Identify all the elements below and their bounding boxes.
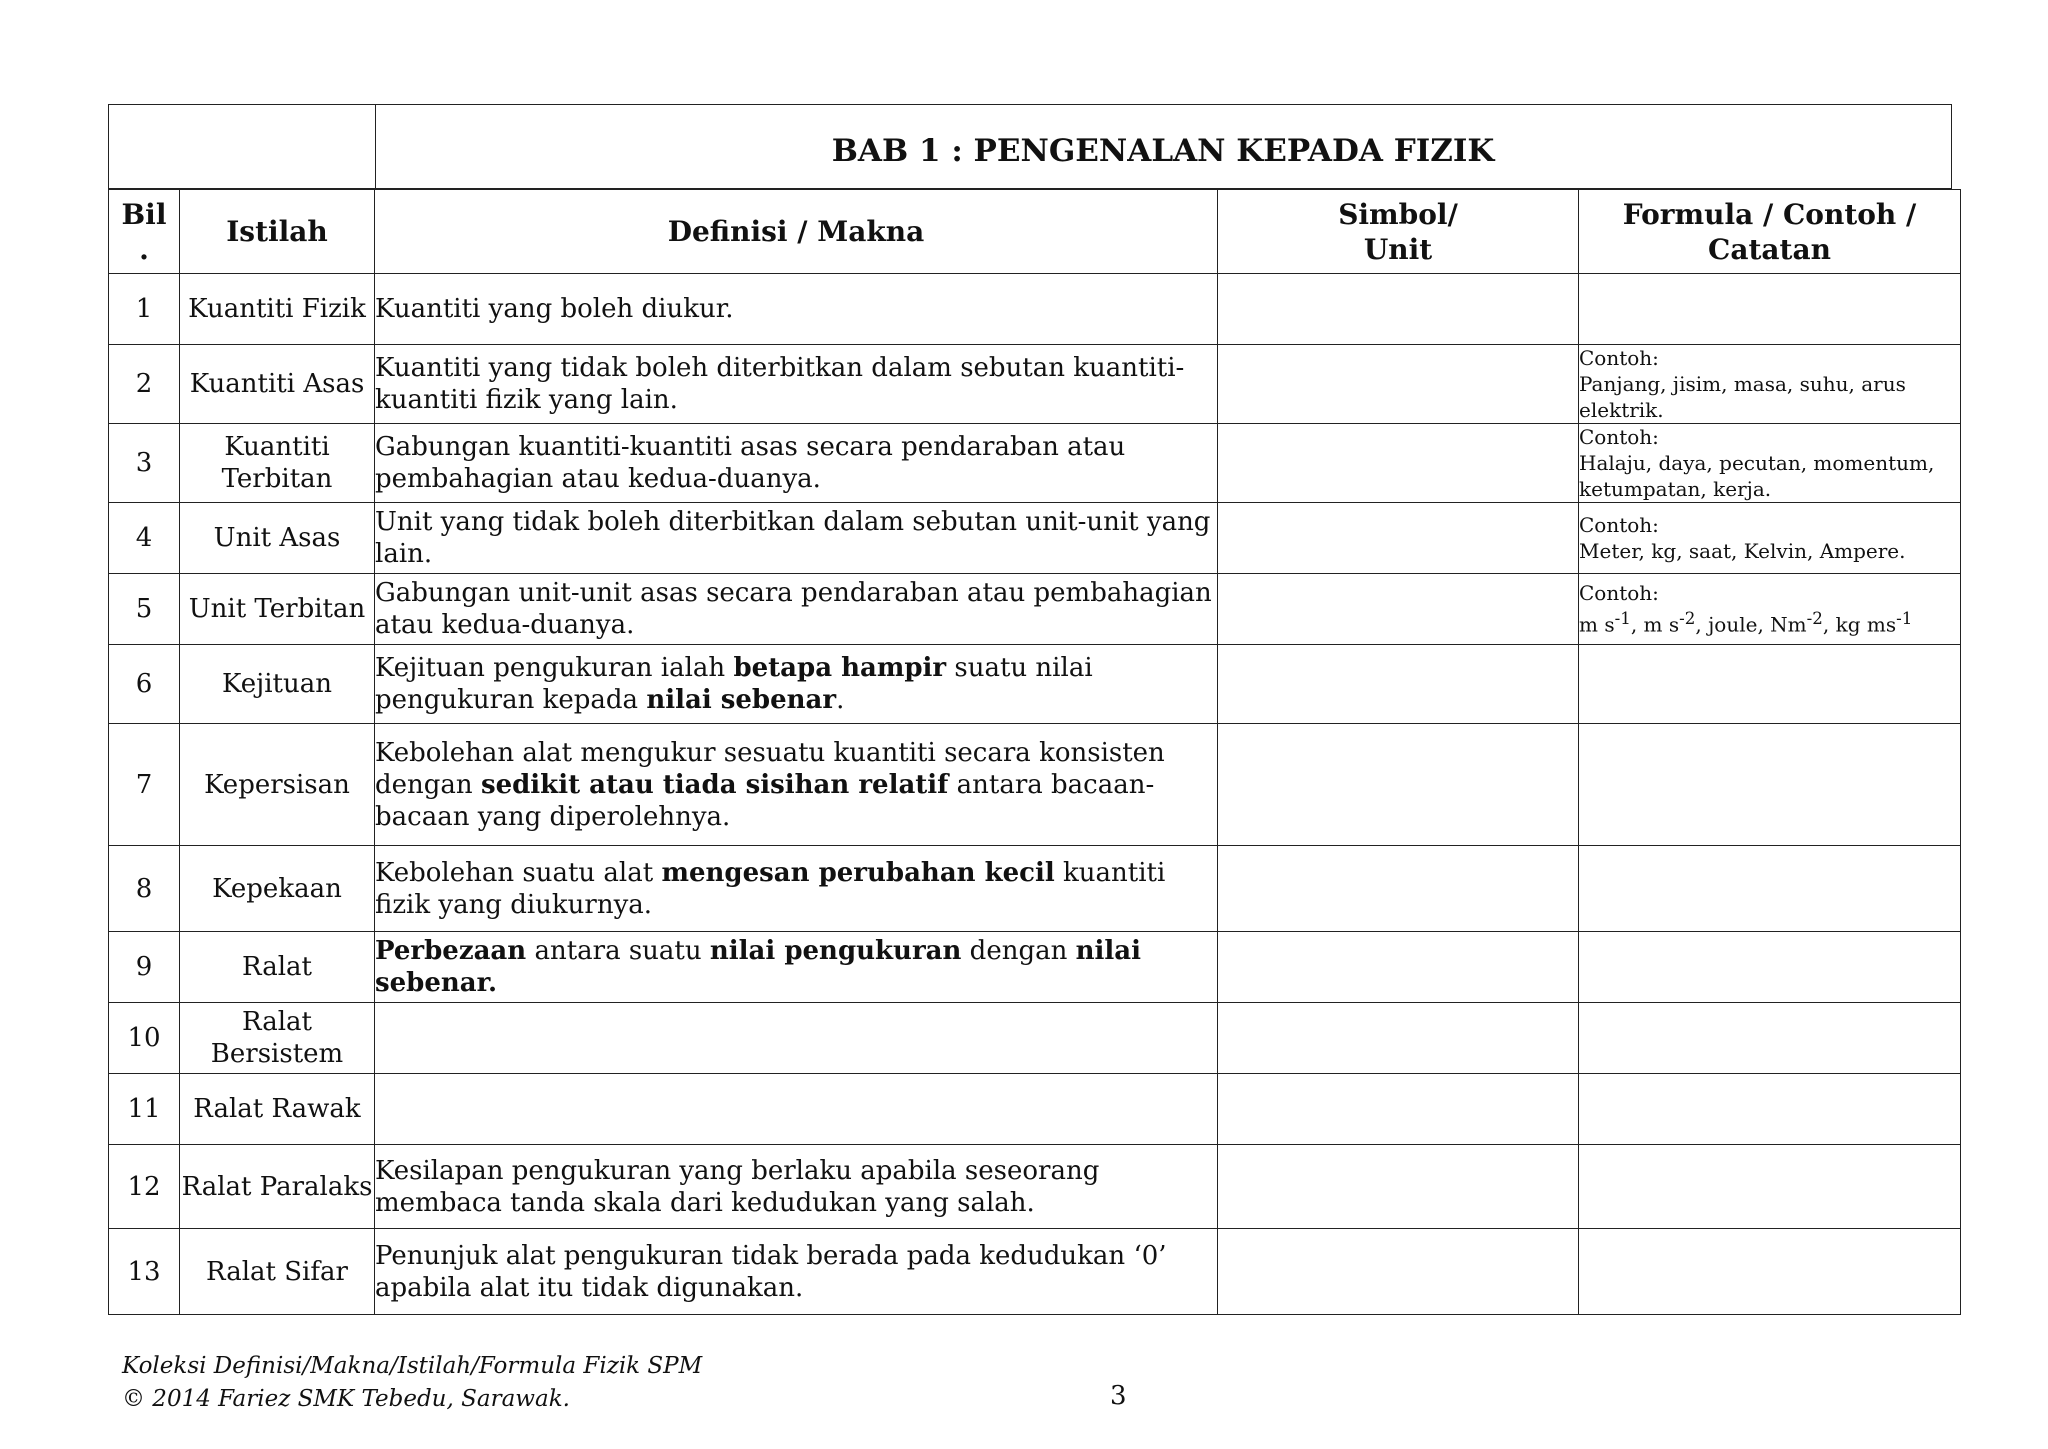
row-term: Ralat Sifar xyxy=(180,1229,375,1315)
row-symbol-unit xyxy=(1218,1229,1579,1315)
row-formula xyxy=(1579,645,1961,724)
row-definition: Kebolehan alat mengukur sesuatu kuantiti secara konsisten dengan sedikit atau tiada sisihan relatif antara bacaan-bacaan yang diperolehnya. xyxy=(375,724,1218,846)
table-row xyxy=(109,274,1961,345)
row-term: Ralat Rawak xyxy=(180,1074,375,1145)
row-number: 1 xyxy=(109,274,180,345)
table-row xyxy=(109,345,1961,424)
row-formula xyxy=(1579,1003,1961,1074)
row-definition: Gabungan kuantiti-kuantiti asas secara pendaraban atau pembahagian atau kedua-duanya. xyxy=(375,424,1218,503)
row-symbol-unit xyxy=(1218,503,1579,574)
row-formula xyxy=(1579,846,1961,932)
row-term: Ralat Paralaks xyxy=(180,1145,375,1229)
row-term: Kuantiti Terbitan xyxy=(180,424,375,503)
row-definition: Kesilapan pengukuran yang berlaku apabila seseorang membaca tanda skala dari kedudukan yang salah. xyxy=(375,1145,1218,1229)
row-definition: Kuantiti yang tidak boleh diterbitkan dalam sebutan kuantiti-kuantiti fizik yang lain. xyxy=(375,345,1218,424)
row-number: 12 xyxy=(109,1145,180,1229)
row-formula: Contoh: m $s^{-1}$, m $s^{-2}$, joule, $Nm^{-2}$, kg $ms^{-1}$ xyxy=(1579,574,1961,645)
header-bil: Bil . xyxy=(109,190,180,274)
row-number: 2 xyxy=(109,345,180,424)
row-term: Kuantiti Asas xyxy=(180,345,375,424)
header-definisi: Definisi / Makna xyxy=(375,190,1218,274)
row-formula xyxy=(1579,274,1961,345)
row-symbol-unit xyxy=(1218,574,1579,645)
row-definition xyxy=(375,1074,1218,1145)
header-simbol-unit: Simbol/ Unit xyxy=(1218,190,1579,274)
row-formula: Contoh: Meter, kg, saat, Kelvin, Ampere. xyxy=(1579,503,1961,574)
row-term: Unit Terbitan xyxy=(180,574,375,645)
page-number: 3 xyxy=(1110,1381,1127,1411)
row-number: 11 xyxy=(109,1074,180,1145)
row-symbol-unit xyxy=(1218,424,1579,503)
row-formula xyxy=(1579,724,1961,846)
footer-line-2: © 2014 Fariez SMK Tebedu, Sarawak. xyxy=(122,1386,570,1412)
row-number: 9 xyxy=(109,932,180,1003)
row-symbol-unit xyxy=(1218,724,1579,846)
row-number: 8 xyxy=(109,846,180,932)
row-definition: Kebolehan suatu alat mengesan perubahan kecil kuantiti fizik yang diukurnya. xyxy=(375,846,1218,932)
row-symbol-unit xyxy=(1218,1145,1579,1229)
table-row xyxy=(109,846,1961,932)
row-definition: Unit yang tidak boleh diterbitkan dalam sebutan unit-unit yang lain. xyxy=(375,503,1218,574)
row-formula xyxy=(1579,932,1961,1003)
footer xyxy=(122,1350,702,1416)
table-row xyxy=(109,1003,1961,1074)
row-number: 4 xyxy=(109,503,180,574)
table-row xyxy=(109,503,1961,574)
definitions-table xyxy=(108,189,1961,1315)
row-number: 5 xyxy=(109,574,180,645)
page-title: BAB 1 : PENGENALAN KEPADA FIZIK xyxy=(831,132,1495,169)
row-formula xyxy=(1579,1145,1961,1229)
row-definition: Gabungan unit-unit asas secara pendaraban atau pembahagian atau kedua-duanya. xyxy=(375,574,1218,645)
title-box xyxy=(108,104,1952,189)
row-term: Kepekaan xyxy=(180,846,375,932)
header-row xyxy=(109,190,1961,274)
row-definition xyxy=(375,1003,1218,1074)
header-formula: Formula / Contoh / Catatan xyxy=(1579,190,1961,274)
row-symbol-unit xyxy=(1218,274,1579,345)
row-definition: Kuantiti yang boleh diukur. xyxy=(375,274,1218,345)
row-formula xyxy=(1579,1229,1961,1315)
row-formula xyxy=(1579,1074,1961,1145)
header-istilah: Istilah xyxy=(180,190,375,274)
row-symbol-unit xyxy=(1218,345,1579,424)
row-definition: Perbezaan antara suatu nilai pengukuran dengan nilai sebenar. xyxy=(375,932,1218,1003)
row-term: Kepersisan xyxy=(180,724,375,846)
row-formula: Contoh: Halaju, daya, pecutan, momentum, ketumpatan, kerja. xyxy=(1579,424,1961,503)
table-row xyxy=(109,932,1961,1003)
footer-line-1: Koleksi Definisi/Makna/Istilah/Formula Fizik SPM xyxy=(122,1353,703,1379)
table-row xyxy=(109,424,1961,503)
table-row xyxy=(109,724,1961,846)
row-definition: Kejituan pengukuran ialah betapa hampir suatu nilai pengukuran kepada nilai sebenar. xyxy=(375,645,1218,724)
row-symbol-unit xyxy=(1218,932,1579,1003)
row-symbol-unit xyxy=(1218,645,1579,724)
row-number: 3 xyxy=(109,424,180,503)
row-definition: Penunjuk alat pengukuran tidak berada pada kedudukan ‘0’ apabila alat itu tidak digunakan. xyxy=(375,1229,1218,1315)
row-number: 10 xyxy=(109,1003,180,1074)
table-row xyxy=(109,1145,1961,1229)
row-symbol-unit xyxy=(1218,846,1579,932)
row-number: 7 xyxy=(109,724,180,846)
row-symbol-unit xyxy=(1218,1003,1579,1074)
table-row xyxy=(109,645,1961,724)
table-row xyxy=(109,1074,1961,1145)
row-symbol-unit xyxy=(1218,1074,1579,1145)
row-formula: Contoh: Panjang, jisim, masa, suhu, arus elektrik. xyxy=(1579,345,1961,424)
row-number: 13 xyxy=(109,1229,180,1315)
row-term: Kejituan xyxy=(180,645,375,724)
row-term: Unit Asas xyxy=(180,503,375,574)
row-term: Ralat xyxy=(180,932,375,1003)
row-term: Kuantiti Fizik xyxy=(180,274,375,345)
row-term: Ralat Bersistem xyxy=(180,1003,375,1074)
row-number: 6 xyxy=(109,645,180,724)
table-row xyxy=(109,574,1961,645)
table-row xyxy=(109,1229,1961,1315)
